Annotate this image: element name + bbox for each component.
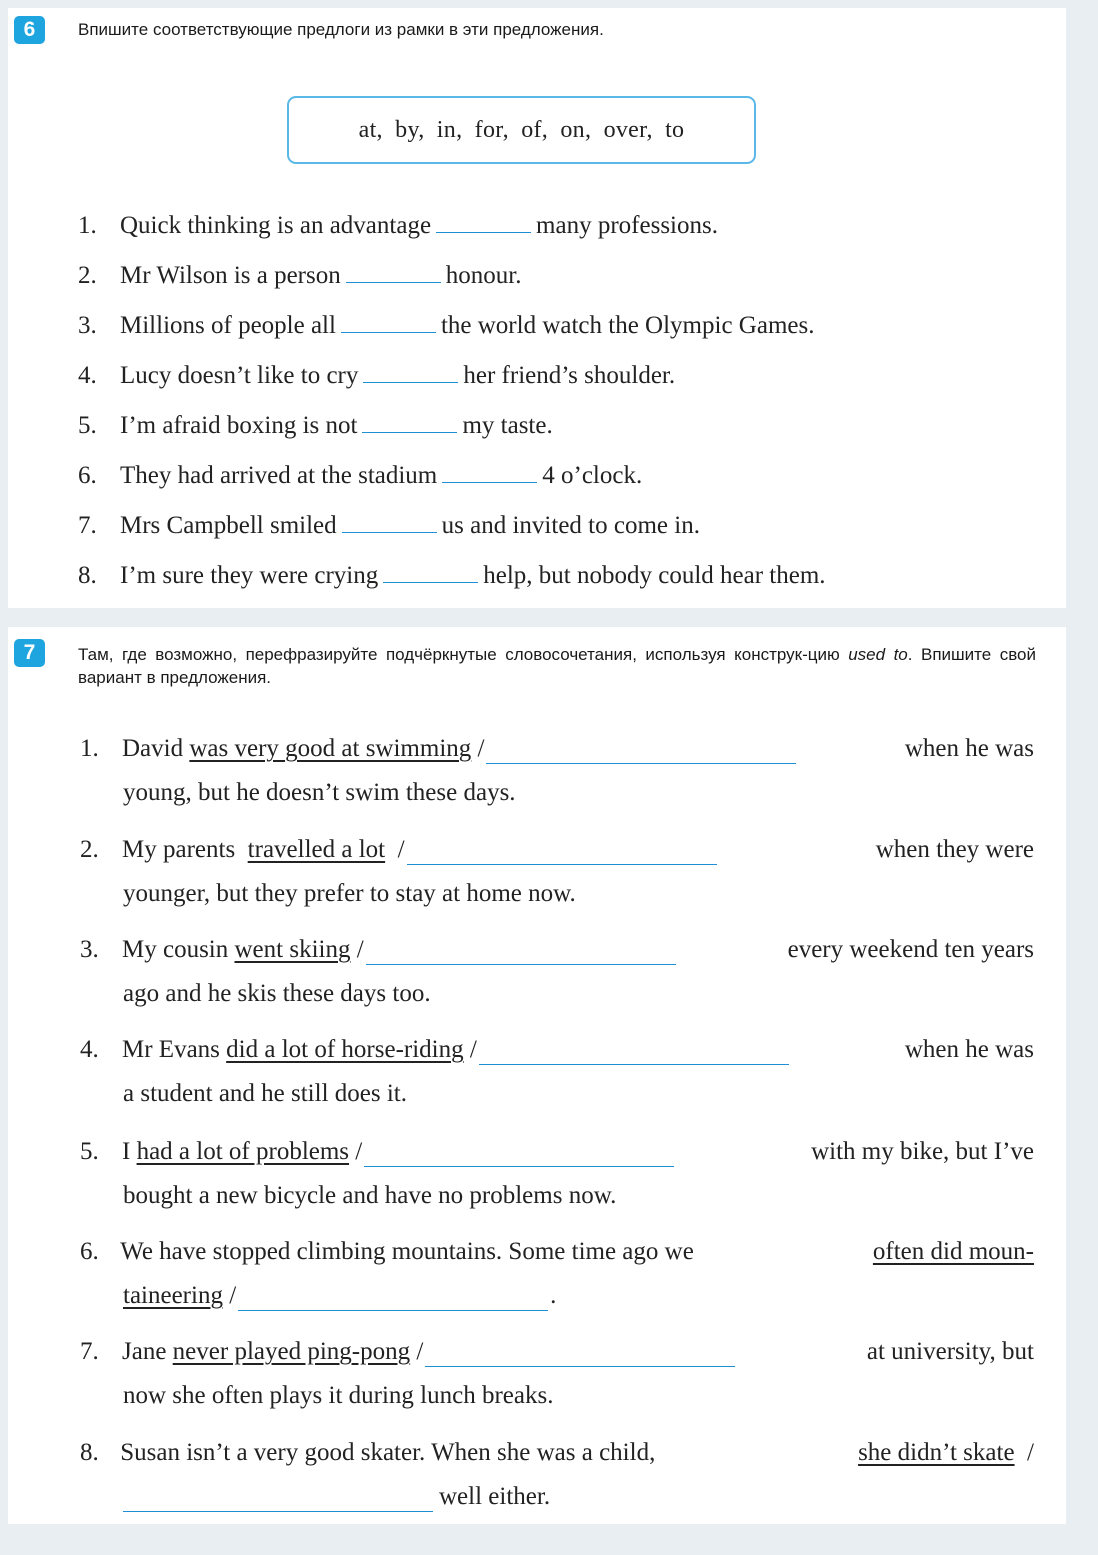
underlined-phrase: never played ping-pong [172,1338,411,1365]
answer-blank[interactable] [346,264,441,283]
underlined-phrase: travelled a lot [247,836,386,863]
underlined-phrase: did a lot of horse-riding [226,1036,464,1063]
sentence-item: 5. I had a lot of problems / with my bike, but I’ve bought a new bicycle and have no problems now. [80,1130,1034,1218]
exercise-6-card [8,8,1066,608]
sentence-item: 6. They had arrived at the stadium 4 o’clock. [78,462,643,489]
sentence-item: 6. We have stopped climbing mountains. Some time ago we often did moun- taineering / . [80,1230,1034,1318]
answer-blank[interactable] [407,844,717,865]
sentence-item: 8. Susan isn’t a very good skater. When she was a child, she didn’t skate / well either. [80,1439,1034,1510]
exercise-instruction: Там, где возможно, перефразируйте подчёркнутые словосочетания, используя конструк-цию used to. Впишите свой вариант в предложения. [78,645,1036,687]
answer-blank[interactable] [363,364,458,383]
answer-blank[interactable] [342,514,437,533]
underlined-phrase: she didn’t skate [858,1439,1015,1466]
sentence-item: 8. I’m sure they were crying help, but nobody could hear them. [78,562,826,589]
sentence-item: 2. Mr Wilson is a person honour. [78,262,522,289]
answer-blank[interactable] [366,944,676,965]
underlined-phrase: taineering [123,1282,223,1309]
underlined-phrase: often did moun- [872,1238,1034,1265]
answer-blank[interactable] [362,414,457,433]
answer-blank[interactable] [442,464,537,483]
sentence-item: 2. My parents travelled a lot / when they were younger, but they prefer to stay at home now. [80,828,1034,916]
answer-blank[interactable] [383,564,478,583]
sentence-item: 1. Quick thinking is an advantage many professions. [78,212,718,239]
answer-blank[interactable] [364,1146,674,1167]
answer-blank[interactable] [238,1290,548,1311]
exercise-7-card [8,627,1066,1524]
answer-blank[interactable] [436,214,531,233]
answer-blank[interactable] [486,743,796,764]
exercise-instruction: Впишите соответствующие предлоги из рамки в эти предложения. [78,20,604,39]
underlined-phrase: was very good at swimming [189,735,472,762]
sentence-item: 4. Mr Evans did a lot of horse-riding / when he was a student and he still does it. [80,1028,1034,1116]
underlined-phrase: went skiing [234,936,351,963]
exercise-number-badge: 6 [14,16,45,44]
word-box: at, by, in, for, of, on, over, to [287,96,756,164]
sentence-item: 5. I’m afraid boxing is not my taste. [78,412,553,439]
sentence-item: 7. Jane never played ping-pong / at university, but now she often plays it during lunch breaks. [80,1330,1034,1418]
sentence-item: 1. David was very good at swimming / when he was young, but he doesn’t swim these days. [80,727,1034,815]
sentence-item: 4. Lucy doesn’t like to cry her friend’s shoulder. [78,362,676,389]
answer-blank[interactable] [341,314,436,333]
underlined-phrase: had a lot of problems [136,1138,350,1165]
answer-blank[interactable] [123,1491,433,1512]
answer-blank[interactable] [479,1044,789,1065]
exercise-number-badge: 7 [14,639,45,667]
sentence-item: 3. My cousin went skiing / every weekend ten years ago and he skis these days too. [80,928,1034,1016]
sentence-item: 3. Millions of people all the world watch the Olympic Games. [78,312,815,339]
sentence-item: 7. Mrs Campbell smiled us and invited to come in. [78,512,700,539]
answer-blank[interactable] [425,1346,735,1367]
